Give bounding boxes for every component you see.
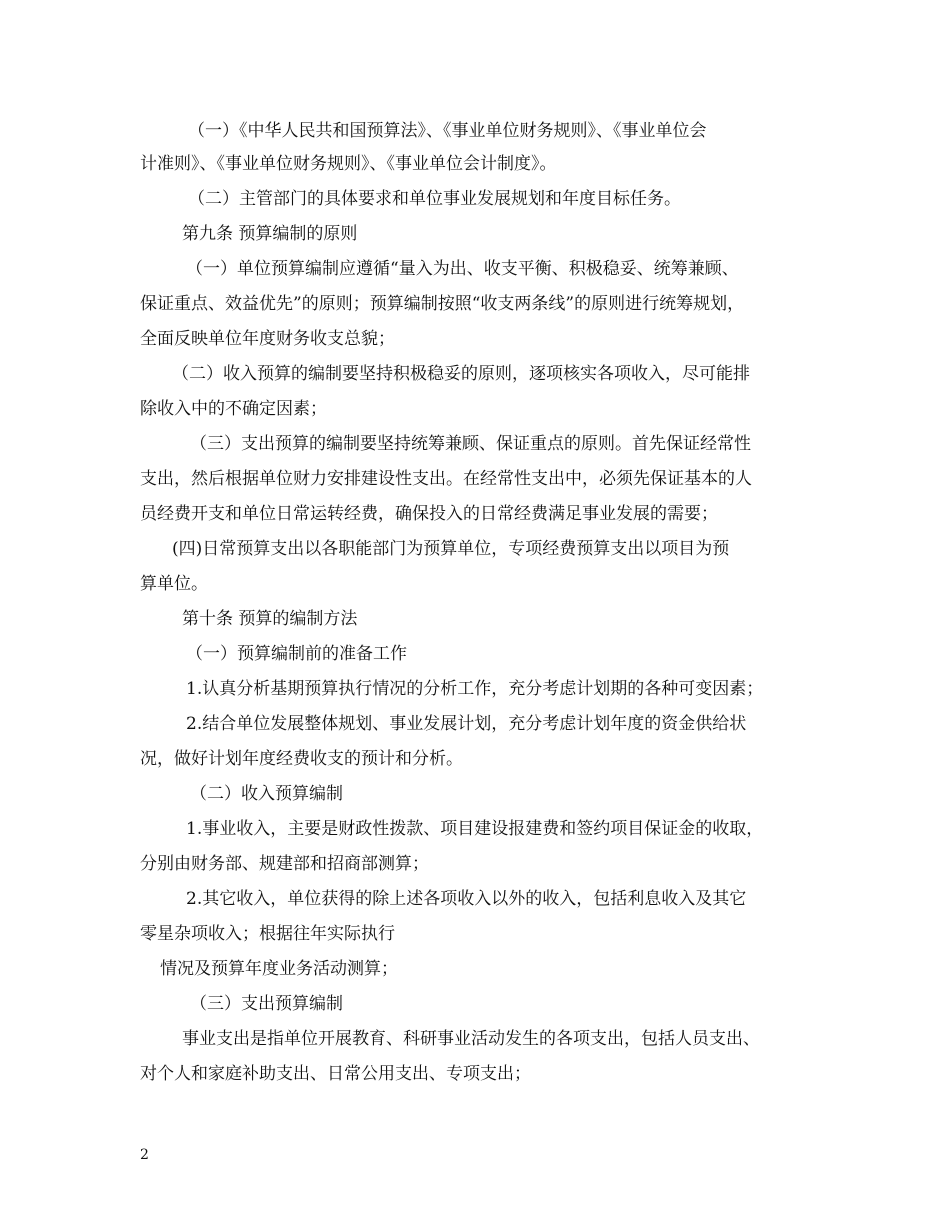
paragraph-line: 1.事业收入，主要是财政性拨款、项目建设报建费和签约项目保证金的收取， xyxy=(186,819,764,839)
paragraph-line: （三）支出预算编制 xyxy=(190,994,343,1014)
paragraph-line: 除收入中的不确定因素； xyxy=(140,399,327,419)
paragraph-line: 事业支出是指单位开展教育、科研事业活动发生的各项支出，包括人员支出、 xyxy=(182,1029,760,1049)
paragraph-line: （一）单位预算编制应遵循“量入为出、收支平衡、积极稳妥、统筹兼顾、 xyxy=(186,259,739,279)
paragraph-line: 2.结合单位发展整体规划、事业发展计划，充分考虑计划年度的资金供给状 xyxy=(186,714,747,734)
paragraph-line: 全面反映单位年度财务收支总貌； xyxy=(140,329,395,349)
paragraph-line: 情况及预算年度业务活动测算； xyxy=(160,959,398,979)
paragraph-line: 况，做好计划年度经费收支的预计和分析。 xyxy=(140,749,463,769)
paragraph-line: （二）收入预算的编制要坚持积极稳妥的原则，逐项核实各项收入，尽可能排 xyxy=(172,364,750,384)
paragraph-line: 分别由财务部、规建部和招商部测算； xyxy=(140,854,429,874)
paragraph-line: 对个人和家庭补助支出、日常公用支出、专项支出； xyxy=(140,1064,531,1084)
paragraph-line: 1.认真分析基期预算执行情况的分析工作，充分考虑计划期的各种可变因素； xyxy=(186,679,764,699)
paragraph-line: 员经费开支和单位日常运转经费，确保投入的日常经费满足事业发展的需要； xyxy=(140,504,718,524)
paragraph-line: （一）预算编制前的准备工作 xyxy=(186,644,407,664)
section-heading: 第十条 预算的编制方法 xyxy=(182,609,358,629)
paragraph-line: 2.其它收入，单位获得的除上述各项收入以外的收入，包括利息收入及其它 xyxy=(186,889,747,909)
paragraph-line: 算单位。 xyxy=(140,574,208,594)
section-heading: 第九条 预算编制的原则 xyxy=(182,224,358,244)
paragraph-line: 零星杂项收入；根据往年实际执行 xyxy=(140,924,395,944)
paragraph-line: （一）《中华人民共和国预算法》、《事业单位财务规则》、《事业单位会 xyxy=(188,121,707,141)
paragraph-line: （二）收入预算编制 xyxy=(190,784,343,804)
paragraph-line: 计准则》、《事业单位财务规则》、《事业单位会计制度》。 xyxy=(140,154,557,174)
paragraph-line: 支出，然后根据单位财力安排建设性支出。在经常性支出中，必须先保证基本的人 xyxy=(140,469,752,489)
paragraph-line: （二）主管部门的具体要求和单位事业发展规划和年度目标任务。 xyxy=(188,189,681,209)
page-number: 2 xyxy=(140,1147,149,1163)
paragraph-line: （三）支出预算的编制要坚持统筹兼顾、保证重点的原则。首先保证经常性 xyxy=(190,434,751,454)
paragraph-line: (四)日常预算支出以各职能部门为预算单位，专项经费预算支出以项目为预 xyxy=(172,539,730,559)
paragraph-line: 保证重点、效益优先”的原则；预算编制按照“收支两条线”的原则进行统筹规划， xyxy=(140,294,745,314)
